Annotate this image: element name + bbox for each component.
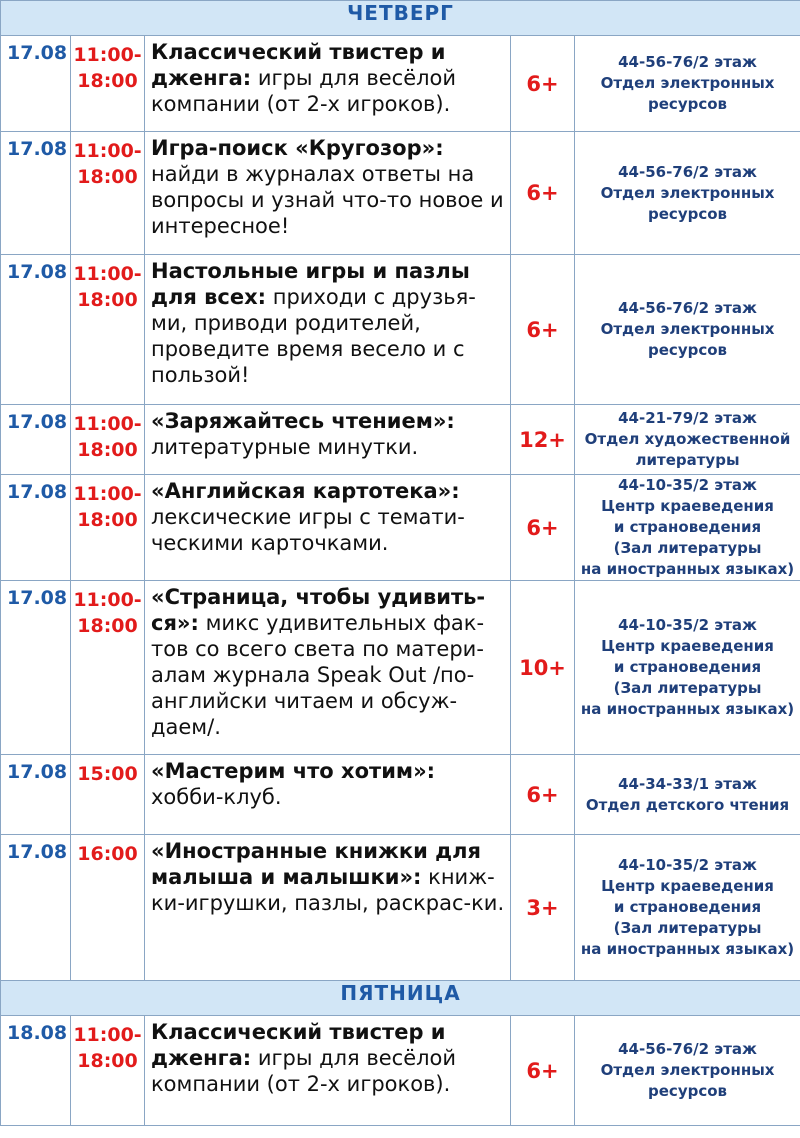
event-description xyxy=(145,36,511,132)
event-time xyxy=(71,36,145,132)
location-line: 44-34-33/1 этаж xyxy=(618,774,757,793)
event-time-part: 11:00- xyxy=(73,1024,142,1046)
event-time-part: 11:00- xyxy=(73,44,142,66)
event-row xyxy=(1,405,800,475)
location-line: ресурсов xyxy=(648,341,728,359)
event-details: книж-ки-игрушки, пазлы, раскрас-ки. xyxy=(151,865,505,915)
event-date: 17.08 xyxy=(1,835,71,981)
event-details: хобби-клуб. xyxy=(151,785,282,809)
event-time xyxy=(71,475,145,581)
event-location xyxy=(575,255,800,405)
age-rating: 6+ xyxy=(511,255,575,405)
age-rating: 6+ xyxy=(511,475,575,581)
location-line: 44-56-76/2 этаж xyxy=(618,53,757,71)
event-time-part: 18:00 xyxy=(77,615,138,637)
event-description xyxy=(145,405,511,475)
event-title: Настольные игры и пазлы для всех: xyxy=(151,259,470,309)
event-time xyxy=(71,132,145,255)
location-line: на иностранных языках) xyxy=(580,560,795,578)
event-row xyxy=(1,755,800,835)
age-rating: 6+ xyxy=(511,755,575,835)
age-rating: 6+ xyxy=(511,1016,575,1126)
event-row xyxy=(1,475,800,581)
event-time xyxy=(71,581,145,755)
day-name: ПЯТНИЦА xyxy=(1,981,800,1016)
event-time-part: 18:00 xyxy=(77,166,138,188)
event-time-part: 11:00- xyxy=(73,140,142,162)
location-line: 44-21-79/2 этаж xyxy=(618,409,757,427)
location-line: на иностранных языках) xyxy=(580,940,795,958)
event-title: Классический твистер и дженга: xyxy=(151,40,446,90)
event-title: «Иностранные книжки для малыша и малышки»: xyxy=(151,839,481,889)
event-row xyxy=(1,36,800,132)
location-line: Отдел электронных xyxy=(600,74,775,92)
age-rating: 6+ xyxy=(511,36,575,132)
event-location xyxy=(575,581,800,755)
event-title: Игра-поиск «Кругозор»: xyxy=(151,136,444,160)
event-date: 18.08 xyxy=(1,1016,71,1126)
location-line: ресурсов xyxy=(648,204,728,223)
day-header xyxy=(1,981,800,1016)
event-time-part: 18:00 xyxy=(77,509,138,531)
event-date: 17.08 xyxy=(1,755,71,835)
event-time-part: 16:00 xyxy=(77,843,138,865)
location-line: 44-10-35/2 этаж xyxy=(618,476,757,494)
event-row xyxy=(1,1016,800,1126)
event-description xyxy=(145,475,511,581)
event-time-part: 18:00 xyxy=(77,70,138,92)
location-line: Отдел электронных xyxy=(600,320,775,338)
location-line: 44-56-76/2 этаж xyxy=(618,1040,757,1058)
event-time-part: 11:00- xyxy=(73,263,142,285)
event-time xyxy=(71,755,145,835)
event-description xyxy=(145,755,511,835)
day-header xyxy=(1,1,800,36)
event-title: «Заряжайтесь чтением»: xyxy=(151,409,455,433)
event-date: 17.08 xyxy=(1,581,71,755)
event-description xyxy=(145,132,511,255)
location-line: литературы xyxy=(635,451,740,469)
event-time-part: 11:00- xyxy=(73,483,142,505)
event-time xyxy=(71,1016,145,1126)
event-location xyxy=(575,835,800,981)
location-line: и страноведения xyxy=(613,898,762,916)
event-details: игры для весёлой компании (от 2-х игроков). xyxy=(151,66,457,116)
event-time-part: 18:00 xyxy=(77,289,138,311)
event-time xyxy=(71,255,145,405)
location-line: 44-10-35/2 этаж xyxy=(618,616,757,634)
event-title: «Страница, чтобы удивить-ся»: xyxy=(151,585,486,635)
event-description xyxy=(145,1016,511,1126)
event-time-part: 15:00 xyxy=(77,763,138,785)
event-date: 17.08 xyxy=(1,475,71,581)
event-time-part: 11:00- xyxy=(73,589,142,611)
event-time-part: 11:00- xyxy=(73,413,142,435)
location-line: на иностранных языках) xyxy=(580,700,795,718)
location-line: 44-56-76/2 этаж xyxy=(618,299,757,317)
age-rating: 3+ xyxy=(511,835,575,981)
event-location xyxy=(575,36,800,132)
event-details: игры для весёлой компании (от 2-х игроков). xyxy=(151,1046,457,1096)
event-row xyxy=(1,581,800,755)
location-line: Центр краеведения xyxy=(601,877,774,895)
event-date: 17.08 xyxy=(1,36,71,132)
event-details: микс удивительных фак-тов со всего света по матери-алам журнала Speak Out /по-английски читаем и обсуж-даем/. xyxy=(151,611,485,739)
age-rating: 6+ xyxy=(511,132,575,255)
event-time-part: 18:00 xyxy=(77,439,138,461)
event-title: «Английская картотека»: xyxy=(151,479,460,503)
event-description xyxy=(145,835,511,981)
event-row xyxy=(1,835,800,981)
event-date: 17.08 xyxy=(1,255,71,405)
event-location xyxy=(575,475,800,581)
event-date: 17.08 xyxy=(1,132,71,255)
location-line: и страноведения xyxy=(613,518,762,536)
location-line: 44-10-35/2 этаж xyxy=(618,856,757,874)
location-line: Отдел электронных xyxy=(600,1061,775,1079)
event-description xyxy=(145,255,511,405)
location-line: Центр краеведения xyxy=(601,497,774,515)
event-description xyxy=(145,581,511,755)
event-row xyxy=(1,132,800,255)
location-line: ресурсов xyxy=(648,1082,728,1100)
location-line: Центр краеведения xyxy=(601,637,774,655)
location-line: (Зал литературы xyxy=(613,539,762,557)
event-location xyxy=(575,132,800,255)
event-details: литературные минутки. xyxy=(151,435,419,459)
event-location xyxy=(575,405,800,475)
location-line: ресурсов xyxy=(648,95,728,113)
location-line: 44-56-76/2 этаж xyxy=(618,162,757,181)
age-rating: 12+ xyxy=(511,405,575,475)
location-line: (Зал литературы xyxy=(613,919,762,937)
event-title: «Мастерим что хотим»: xyxy=(151,759,436,783)
event-time xyxy=(71,405,145,475)
event-time-part: 18:00 xyxy=(77,1050,138,1072)
age-rating: 10+ xyxy=(511,581,575,755)
event-details: найди в журналах ответы на вопросы и узнай что-то новое и интересное! xyxy=(151,162,504,238)
event-location xyxy=(575,1016,800,1126)
event-details: приходи с друзья-ми, приводи родителей, проведите время весело и с пользой! xyxy=(151,285,476,387)
location-line: и страноведения xyxy=(613,658,762,676)
event-time xyxy=(71,835,145,981)
location-line: (Зал литературы xyxy=(613,679,762,697)
location-line: Отдел электронных xyxy=(600,183,775,202)
event-location xyxy=(575,755,800,835)
location-line: Отдел детского чтения xyxy=(585,795,790,814)
event-row xyxy=(1,255,800,405)
event-title: Классический твистер и дженга: xyxy=(151,1020,446,1070)
day-name: ЧЕТВЕРГ xyxy=(1,1,800,36)
event-details: лексические игры с темати-ческими карточками. xyxy=(151,505,465,555)
location-line: Отдел художественной xyxy=(584,430,791,448)
event-date: 17.08 xyxy=(1,405,71,475)
